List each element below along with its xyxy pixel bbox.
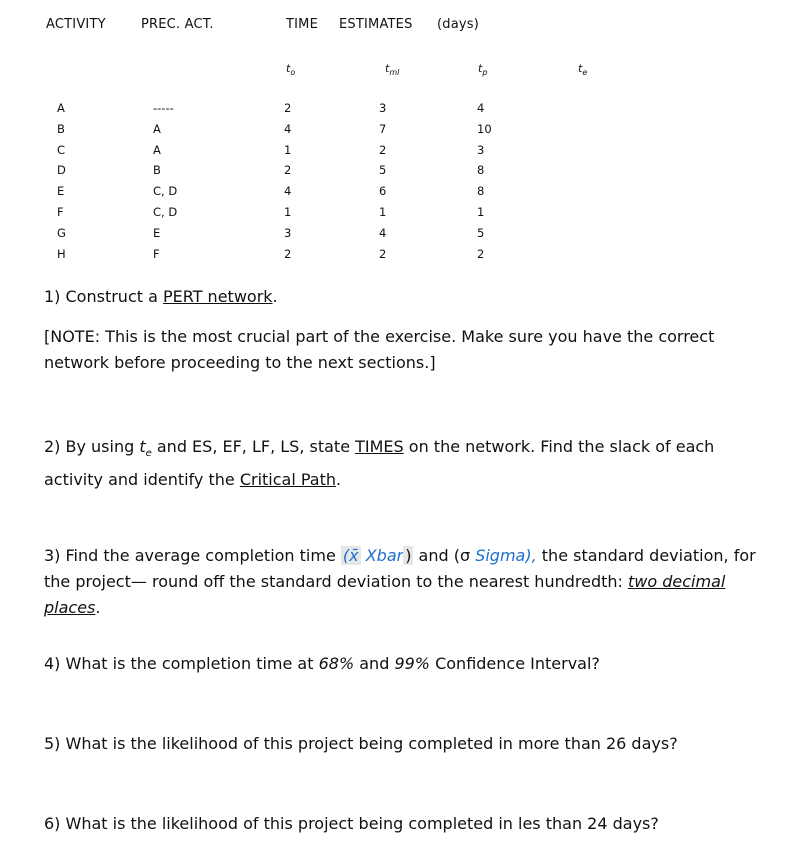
cell-tml: 4 xyxy=(379,225,387,240)
cell-activity: B xyxy=(57,121,65,136)
pert-network-term: PERT network xyxy=(162,287,273,306)
cell-tml: 5 xyxy=(379,163,387,178)
header-days: (days) xyxy=(437,17,480,32)
question-1: 1) Construct a PERT network. xyxy=(44,287,278,306)
cell-tp: 2 xyxy=(477,246,485,261)
header-time: TIME xyxy=(286,17,319,32)
cell-activity: C xyxy=(57,142,66,157)
cell-prec-act: ----- xyxy=(153,101,174,115)
cell-prec-act: E xyxy=(153,225,161,240)
cell-tml: 3 xyxy=(379,101,387,115)
question-6: 6) What is the likelihood of this project being completed in les than 24 days? xyxy=(44,814,659,833)
two-decimal-places-term: two decimal places xyxy=(44,572,726,617)
cell-tml: 2 xyxy=(379,246,387,261)
cell-activity: E xyxy=(57,184,65,199)
cell-activity: A xyxy=(57,101,65,115)
cell-activity: F xyxy=(57,205,64,219)
xbar-symbol: (x̄ xyxy=(342,546,359,565)
cell-prec-act: C, D xyxy=(153,184,178,199)
cell-to: 2 xyxy=(284,246,292,261)
cell-tp: 4 xyxy=(477,101,485,115)
cell-tp: 3 xyxy=(477,142,485,157)
cell-tp: 1 xyxy=(477,205,485,219)
cell-to: 4 xyxy=(284,184,292,199)
header-estimates: ESTIMATES xyxy=(339,17,413,32)
cell-activity: H xyxy=(57,246,66,261)
cell-tp: 8 xyxy=(477,163,485,178)
times-term: TIMES xyxy=(355,437,404,456)
question-2: 2) By using $t_e$ and ES, EF, LF, LS, state TIMES on the network. Find the slack of each activity and identify the Critical Path. xyxy=(44,437,715,490)
question-5: 5) What is the likelihood of this project being completed in more than 26 days? xyxy=(44,734,678,753)
cell-prec-act: C, D xyxy=(153,205,178,219)
cell-tml: 1 xyxy=(379,205,387,219)
cell-tml: 7 xyxy=(379,121,387,136)
cell-prec-act: F xyxy=(153,246,160,261)
subheader-tml: $t_{ml}$ xyxy=(385,62,400,78)
cell-prec-act: B xyxy=(153,163,161,178)
header-prec-act: PREC. ACT. xyxy=(141,17,214,32)
subheader-te: $t_e$ xyxy=(578,62,588,78)
cell-tp: 8 xyxy=(477,184,485,199)
cell-prec-act: A xyxy=(153,142,161,157)
cell-to: 2 xyxy=(284,101,292,115)
cell-tp: 10 xyxy=(477,121,492,136)
cell-tml: 2 xyxy=(379,142,387,157)
question-4: 4) What is the completion time at 68% and 99% Confidence Interval? xyxy=(44,654,600,673)
cell-to: 1 xyxy=(284,142,292,157)
cell-prec-act: A xyxy=(153,121,161,136)
header-activity: ACTIVITY xyxy=(46,17,106,32)
cell-activity: D xyxy=(57,163,66,178)
cell-to: 1 xyxy=(284,205,292,219)
cell-to: 2 xyxy=(284,163,292,178)
cell-tp: 5 xyxy=(477,225,485,240)
question-3: 3) Find the average completion time (x̄ Xbar ) and (σ Sigma), the standard deviation, for the project— round off the standard deviation to the nearest hundredth: two decimal places. xyxy=(44,546,756,617)
subheader-to: $t_o$ xyxy=(286,62,296,78)
sigma-symbol: σ xyxy=(459,546,471,565)
cell-activity: G xyxy=(57,225,66,240)
cell-tml: 6 xyxy=(379,184,387,199)
cell-to: 3 xyxy=(284,225,292,240)
note-text: [NOTE: This is the most crucial part of the exercise. Make sure you have the correct network before proceeding to the next sections.] xyxy=(44,327,715,372)
cell-to: 4 xyxy=(284,121,292,136)
subheader-tp: $t_p$ xyxy=(478,62,488,78)
critical-path-term: Critical Path xyxy=(239,470,337,490)
